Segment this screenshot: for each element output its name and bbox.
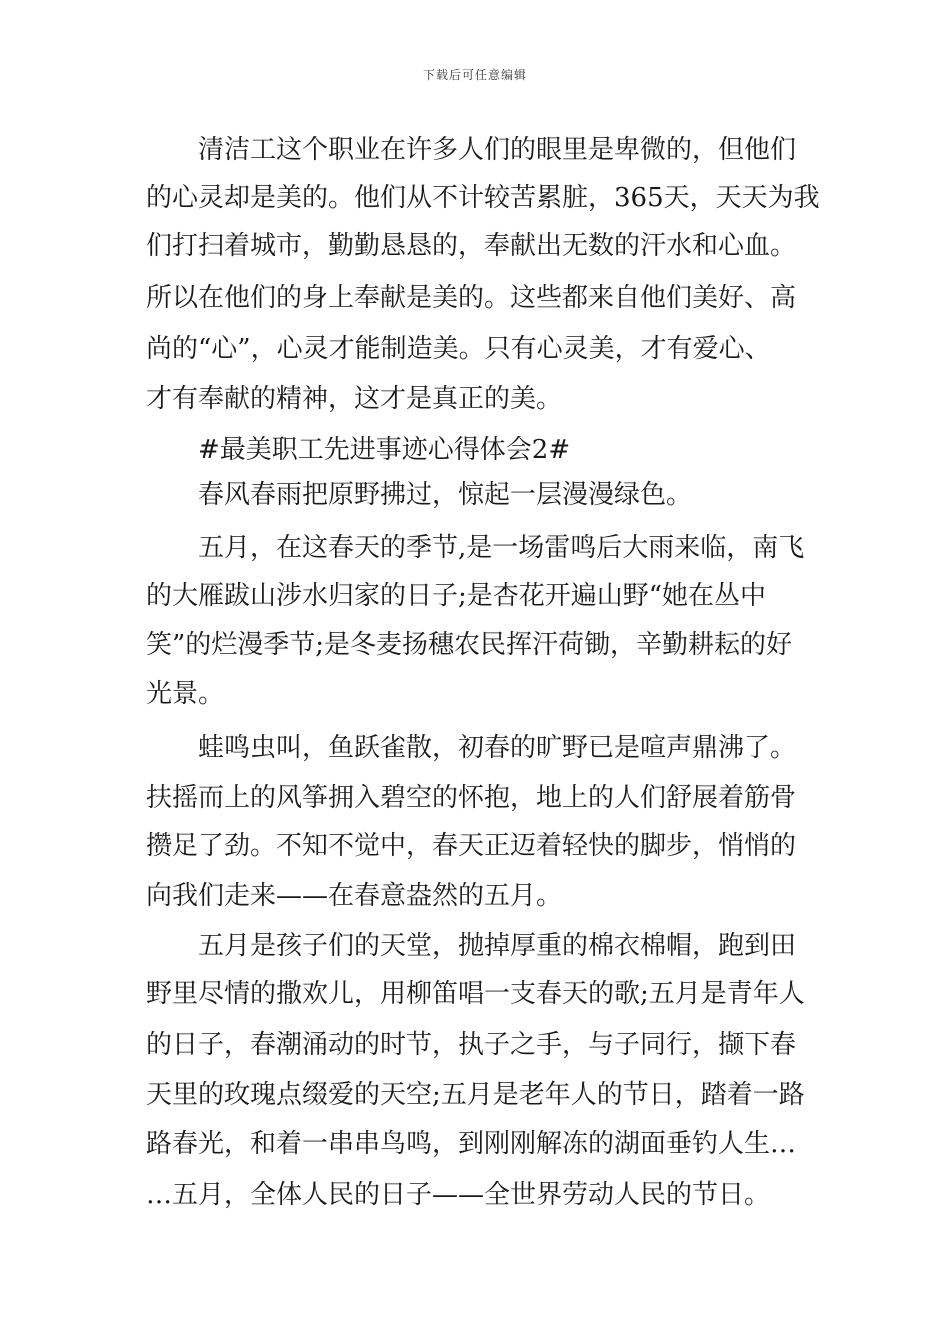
text-line: 的日子，春潮涌动的时节，执子之手，与子同行，撷下春 — [146, 1030, 797, 1060]
text-line: 才有奉献的精神，这才是真正的美。 — [146, 384, 563, 414]
text-line: 攒足了劲。不知不觉中，春天正迈着轻快的脚步，悄悄的 — [146, 831, 797, 861]
page-header: 下载后可任意编辑 — [422, 68, 527, 82]
text-line: 扶摇而上的风筝拥入碧空的怀抱，地上的人们舒展着筋骨 — [146, 783, 797, 813]
text-line: 蛙鸣虫叫，鱼跃雀散，初春的旷野已是喧声鼎沸了。 — [146, 733, 797, 763]
text-line: 光景。 — [146, 679, 225, 709]
text-line: 尚的“心”，心灵才能制造美。只有心灵美，才有爱心、 — [146, 334, 771, 364]
text-line: 路春光，和着一串串鸟鸣，到刚刚解冻的湖面垂钓人生… — [146, 1129, 797, 1159]
text-line: …五月，全体人民的日子——全世界劳动人民的节日。 — [146, 1180, 771, 1210]
text-line: 们打扫着城市，勤勤恳恳的，奉献出无数的汗水和心血。 — [146, 231, 797, 261]
text-line: 清洁工这个职业在许多人们的眼里是卑微的，但他们 — [146, 135, 797, 165]
text-line: 五月是孩子们的天堂，抛掉厚重的棉衣棉帽，跑到田 — [146, 931, 797, 961]
text-line: 五月，在这春天的季节,是一场雷鸣后大雨来临，南飞 — [146, 533, 805, 563]
text-line: 春风春雨把原野拂过，惊起一层漫漫绿色。 — [146, 480, 693, 510]
section-heading: #最美职工先进事迹心得体会2# — [146, 435, 571, 465]
text-line: 所以在他们的身上奉献是美的。这些都来自他们美好、高 — [146, 283, 797, 313]
text-line: 笑”的烂漫季节;是冬麦扬穗农民挥汗荷锄，辛勤耕耘的好 — [146, 630, 793, 660]
text-line: 野里尽情的撒欢儿，用柳笛唱一支春天的歌;五月是青年人 — [146, 979, 805, 1009]
text-line: 向我们走来——在春意盎然的五月。 — [146, 881, 563, 911]
text-line: 天里的玫瑰点缀爱的天空;五月是老年人的节日，踏着一路 — [146, 1080, 805, 1110]
text-line: 的心灵却是美的。他们从不计较苦累脏，365天，天天为我 — [146, 183, 820, 213]
text-line: 的大雁跋山涉水归家的日子;是杏花开遍山野“她在丛中 — [146, 581, 767, 611]
